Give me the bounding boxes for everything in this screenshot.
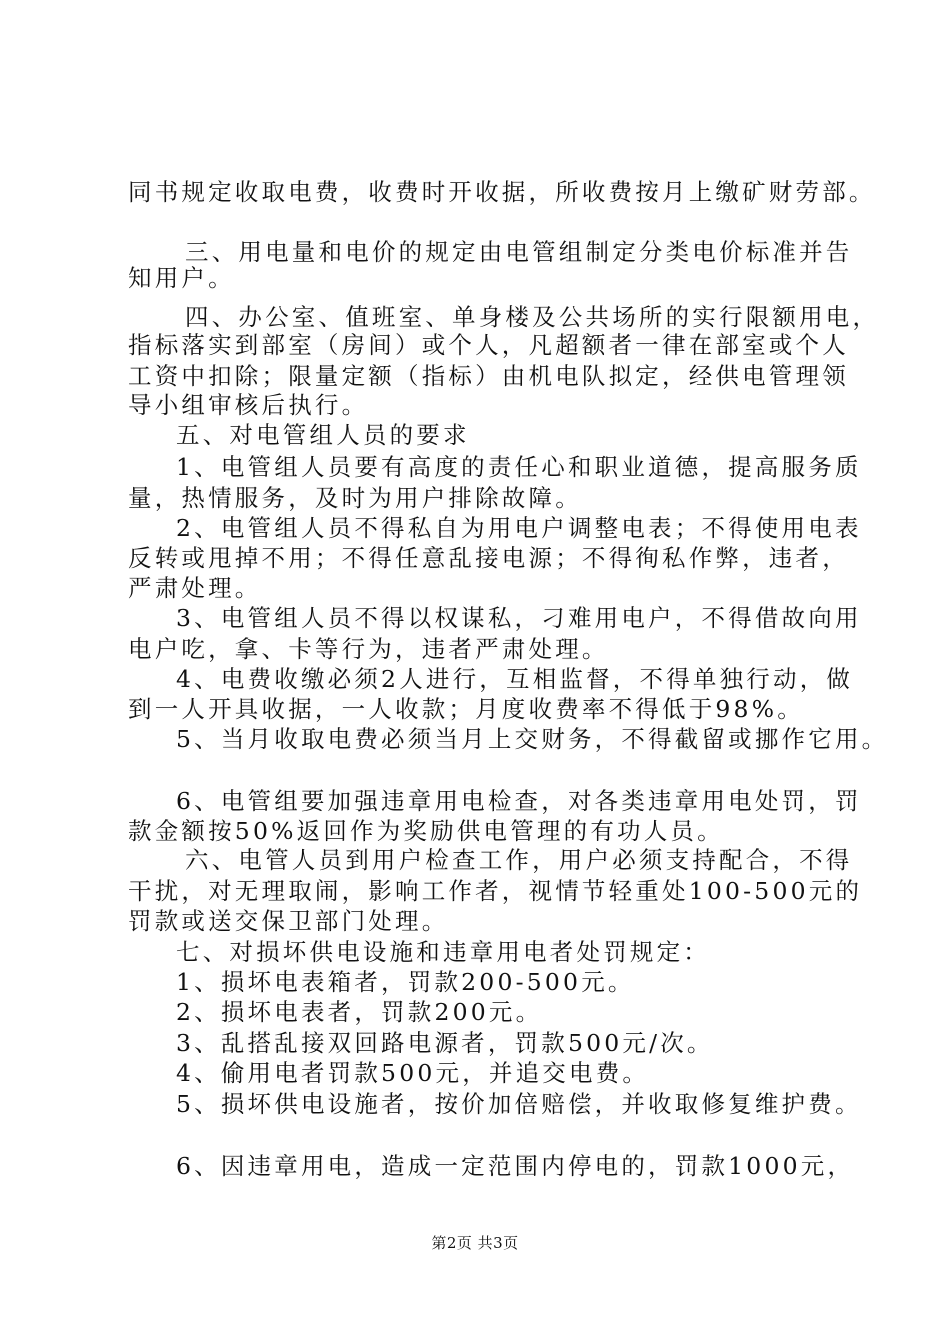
list-item: 4、偷用电者罚款500元，并追交电费。	[176, 1059, 650, 1087]
paragraph-line: 三、用电量和电价的规定由电管组制定分类电价标准并告	[185, 238, 853, 266]
paragraph-line: 5、当月收取电费必须当月上交财务，不得截留或挪作它用。	[176, 725, 889, 753]
section-heading: 七、对损坏供电设施和违章用电者处罚规定：	[176, 938, 710, 966]
paragraph-line: 电户吃，拿、卡等行为，违者严肃处理。	[128, 635, 609, 663]
paragraph-line: 严肃处理。	[128, 574, 262, 602]
paragraph-line: 工资中扣除；限量定额（指标）由机电队拟定，经供电管理领	[128, 362, 849, 390]
paragraph-line: 4、电费收缴必须2人进行，互相监督，不得单独行动，做	[176, 665, 854, 693]
list-item: 6、因违章用电，造成一定范围内停电的，罚款1000元，	[176, 1152, 855, 1180]
paragraph-line: 同书规定收取电费，收费时开收据，所收费按月上缴矿财劳部。	[128, 178, 876, 206]
paragraph-line: 款金额按50%返回作为奖励供电管理的有功人员。	[128, 817, 724, 845]
paragraph-line: 指标落实到部室（房间）或个人，凡超额者一律在部室或个人	[128, 331, 849, 359]
paragraph-line: 四、办公室、值班室、单身楼及公共场所的实行限额用电，	[185, 303, 880, 331]
paragraph-line: 导小组审核后执行。	[128, 391, 369, 419]
paragraph-line: 六、电管人员到用户检查工作，用户必须支持配合，不得	[185, 846, 853, 874]
paragraph-line: 反转或甩掉不用；不得任意乱接电源；不得徇私作弊，违者，	[128, 544, 849, 572]
paragraph-line: 到一人开具收据，一人收款；月度收费率不得低于98%。	[128, 695, 804, 723]
paragraph-line: 量，热情服务，及时为用户排除故障。	[128, 484, 582, 512]
list-item: 2、损坏电表者，罚款200元。	[176, 998, 543, 1026]
section-heading: 五、对电管组人员的要求	[176, 421, 470, 449]
paragraph-line: 1、电管组人员要有高度的责任心和职业道德，提高服务质	[176, 453, 862, 481]
paragraph-line: 干扰，对无理取闹，影响工作者，视情节轻重处100-500元的	[128, 877, 863, 905]
paragraph-line: 3、电管组人员不得以权谋私，刁难用电户，不得借故向用	[176, 604, 862, 632]
paragraph-line: 罚款或送交保卫部门处理。	[128, 907, 449, 935]
paragraph-line: 6、电管组要加强违章用电检查，对各类违章用电处罚，罚	[176, 787, 862, 815]
list-item: 5、损坏供电设施者，按价加倍赔偿，并收取修复维护费。	[176, 1090, 862, 1118]
page-number-footer: 第2页 共3页	[431, 1234, 519, 1252]
list-item: 1、损坏电表箱者，罚款200-500元。	[176, 968, 635, 996]
list-item: 3、乱搭乱接双回路电源者，罚款500元/次。	[176, 1029, 714, 1057]
paragraph-line: 知用户。	[128, 264, 235, 292]
paragraph-line: 2、电管组人员不得私自为用电户调整电表；不得使用电表	[176, 514, 862, 542]
